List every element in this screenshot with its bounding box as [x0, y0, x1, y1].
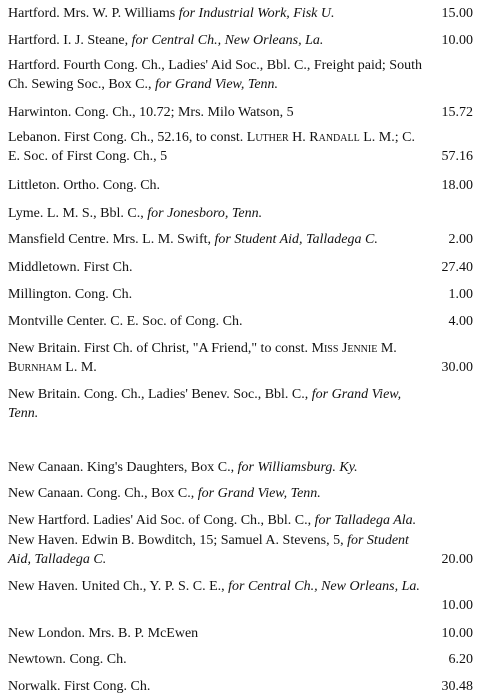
entry-description: First Cong. Ch.	[60, 679, 151, 694]
entry-designation: for Williamsburg. Ky.	[237, 460, 358, 475]
entry-place: Middletown.	[8, 260, 80, 275]
entry-text	[8, 258, 424, 277]
entry-text	[8, 531, 424, 569]
entry-member-name: Miss Jennie M. Burnham	[8, 341, 397, 375]
entry-text	[8, 31, 424, 50]
entry-member-name: Luther H. Randall	[246, 130, 360, 145]
entry-designation: for Central Ch., New Orleans, La.	[131, 33, 324, 48]
entry-amount: 6.20	[448, 652, 473, 667]
entry-description: First Ch. of Christ, "A Friend," to const.	[80, 341, 312, 356]
entry-place: New Haven.	[8, 579, 78, 594]
entry-amount: 1.00	[448, 287, 473, 302]
entry-text	[8, 103, 424, 122]
entry-amount: 57.16	[441, 149, 473, 164]
entry-amount: 27.40	[441, 260, 473, 275]
entry-amount: 2.00	[448, 232, 473, 247]
entry-description: Cong. Ch.	[71, 287, 133, 302]
entry-place: New Haven.	[8, 533, 78, 548]
entry-amount: 10.00	[441, 598, 473, 613]
entry-description: Mrs. B. P. McEwen	[85, 626, 199, 641]
entry-amount: 10.00	[441, 33, 473, 48]
entry-description: Edwin B. Bowditch, 15; Samuel A. Stevens, 5,	[77, 533, 348, 548]
entry-text	[8, 176, 424, 195]
entry-description: United Ch., Y. P. S. C. E.,	[77, 579, 229, 594]
entry-designation: for Jonesboro, Tenn.	[147, 206, 263, 221]
entry-place: Montville Center.	[8, 314, 107, 329]
entry-text	[8, 484, 424, 503]
entry-text	[8, 204, 424, 223]
entry-amount: 18.00	[441, 178, 473, 193]
entry-place: Millington.	[8, 287, 72, 302]
entry-description: Mrs. L. M. Swift,	[109, 232, 215, 247]
entry-place: Littleton.	[8, 178, 60, 193]
entry-place: New Canaan.	[8, 486, 84, 501]
entry-description: I. J. Steane,	[59, 33, 132, 48]
entry-text	[8, 385, 424, 423]
entry-amount: 20.00	[441, 552, 473, 567]
entry-place: Harwinton.	[8, 105, 72, 120]
entry-description: Fourth Cong. Ch., Ladies' Aid Soc., Bbl. C., Freight paid; South Ch. Sewing Soc., Box C.,	[8, 58, 422, 92]
entry-designation: for Grand View, Tenn.	[155, 77, 279, 92]
entry-text	[8, 458, 424, 477]
entry-place: New Britain.	[8, 387, 81, 402]
entry-text	[8, 677, 424, 696]
entry-description: L. M.; C. E. Soc. of First Cong. Ch., 5	[8, 130, 415, 164]
entry-description: Cong. Ch.	[65, 652, 127, 667]
entry-description: C. E. Soc. of Cong. Ch.	[106, 314, 243, 329]
entry-place: New Hartford.	[8, 513, 90, 528]
entry-place: New London.	[8, 626, 85, 641]
entry-text	[8, 339, 424, 377]
entry-designation: for Grand View, Tenn.	[8, 387, 402, 421]
entry-place: New Canaan.	[8, 460, 84, 475]
entry-description: Ortho. Cong. Ch.	[59, 178, 161, 193]
entry-text	[8, 624, 424, 643]
entry-text	[8, 312, 424, 331]
entry-text	[8, 285, 424, 304]
entry-description: Mrs. W. P. Williams	[59, 6, 179, 21]
entry-text	[8, 511, 424, 530]
entry-place: Hartford.	[8, 33, 60, 48]
entry-place: New Britain.	[8, 341, 81, 356]
entry-description: King's Daughters, Box C.,	[83, 460, 238, 475]
entry-designation: for Talladega Ala.	[314, 513, 417, 528]
entry-description: L. M.	[61, 360, 97, 375]
entry-amount: 30.00	[441, 360, 473, 375]
entry-place: Newtown.	[8, 652, 66, 667]
entry-description: Ladies' Aid Soc. of Cong. Ch., Bbl. C.,	[89, 513, 315, 528]
entry-amount: 15.72	[441, 105, 473, 120]
entry-description: First Cong. Ch., 52.16, to const.	[60, 130, 247, 145]
entry-description: Cong. Ch., Ladies' Benev. Soc., Bbl. C.,	[80, 387, 312, 402]
entry-place: Lyme.	[8, 206, 44, 221]
entry-place: Hartford.	[8, 6, 60, 21]
entry-place: Lebanon.	[8, 130, 61, 145]
entry-description: Cong. Ch., 10.72; Mrs. Milo Watson, 5	[71, 105, 294, 120]
entry-designation: for Industrial Work, Fisk U.	[178, 6, 335, 21]
entry-text	[8, 128, 424, 166]
entry-description: L. M. S., Bbl. C.,	[43, 206, 148, 221]
entry-amount: 30.48	[441, 679, 473, 694]
entry-place: Hartford.	[8, 58, 60, 73]
entry-designation: for Student Aid, Talladega C.	[214, 232, 378, 247]
entry-designation: for Grand View, Tenn.	[197, 486, 321, 501]
entry-designation: for Central Ch., New Orleans, La.	[228, 579, 420, 594]
entry-text	[8, 650, 424, 669]
entry-description: First Ch.	[79, 260, 133, 275]
entry-text	[8, 4, 424, 23]
entry-amount: 10.00	[441, 626, 473, 641]
entry-place: Norwalk.	[8, 679, 61, 694]
entry-designation: for Student Aid, Talladega C.	[8, 533, 409, 567]
entry-text	[8, 577, 424, 596]
entry-amount: 4.00	[448, 314, 473, 329]
entry-text	[8, 230, 424, 249]
entry-place: Mansfield Centre.	[8, 232, 110, 247]
entry-amount: 15.00	[441, 6, 473, 21]
entry-description: Cong. Ch., Box C.,	[83, 486, 198, 501]
entry-text	[8, 56, 424, 94]
